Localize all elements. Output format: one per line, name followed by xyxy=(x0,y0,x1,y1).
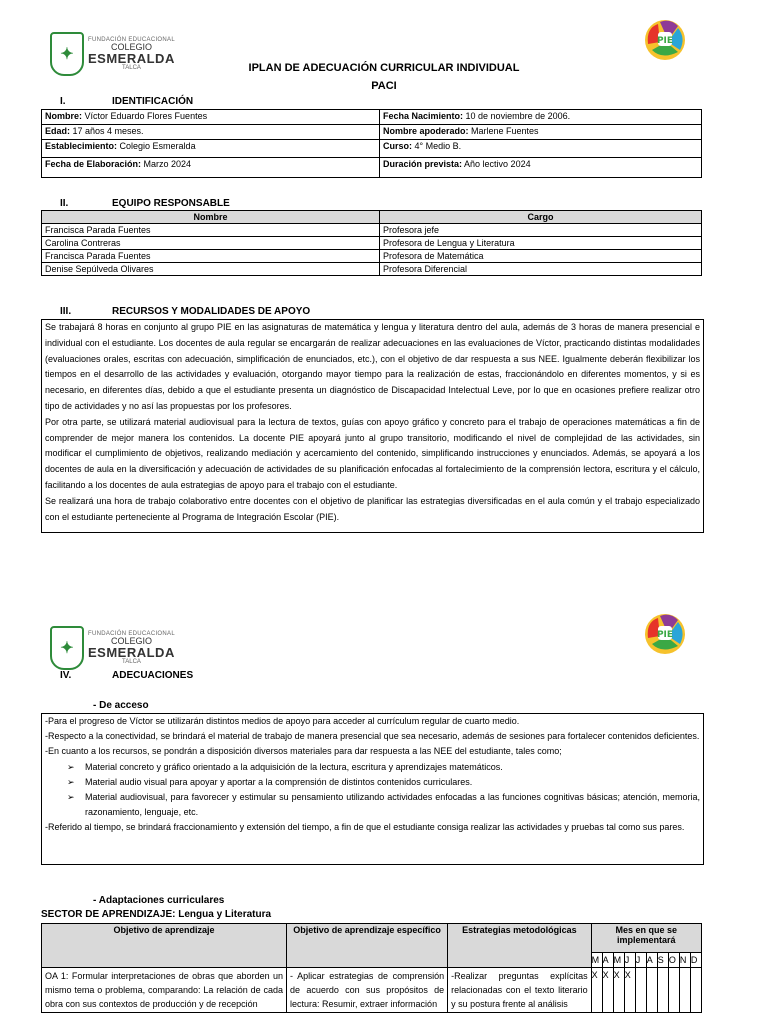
table-row: Nombre: Víctor Eduardo Flores Fuentes Fecha Nacimiento: 10 de noviembre de 2006. xyxy=(42,110,702,125)
table-row: Denise Sepúlveda Olivares Profesora Diferencial xyxy=(42,263,702,276)
recursos-text-box xyxy=(41,319,704,533)
list-item: ➢ Material concreto y gráfico orientado a la adquisición de la lectura, escritura y aprendizajes matemáticos. xyxy=(85,760,700,775)
de-acceso-heading: - De acceso xyxy=(93,700,149,711)
month-mark: X xyxy=(591,968,602,1013)
identification-table xyxy=(41,109,702,178)
pie-program-logo xyxy=(638,14,692,62)
document-title: IPLAN DE ADECUACIÓN CURRICULAR INDIVIDUAL xyxy=(248,62,520,74)
month-cell: M xyxy=(591,953,602,968)
column-header: Estrategias metodológicas xyxy=(448,924,591,968)
column-header: Objetivo de aprendizaje xyxy=(42,924,287,968)
adaptations-table xyxy=(41,923,702,1013)
school-shield-icon: ✦ xyxy=(50,626,84,670)
section-recursos-heading: III. RECURSOS Y MODALIDADES DE APOYO xyxy=(60,306,311,317)
month-mark xyxy=(635,968,646,1013)
acceso-text-box xyxy=(41,713,704,865)
adaptaciones-heading: - Adaptaciones curriculares xyxy=(93,895,225,906)
section-identificacion-heading: I. IDENTIFICACIÓN xyxy=(60,96,194,107)
paragraph: -Referido al tiempo, se brindará fraccionamiento y extensión del tiempo, a fin de que el estudiante consiga realizar las actividades y pruebas tal como sus pares. xyxy=(45,822,685,833)
paragraph: Se trabajará 8 horas en conjunto al grupo PIE en las asignaturas de matemática y lengua y literatura dentro del aula, además de 3 horas de manera presencial e individual con el estudiante. Los docentes de aula regular se encargarán de realizar adecuaciones en las evaluaciones de Víctor, practicando distintas modalidades (evaluaciones orales, escritas con adecuación, simplificación de enunciados, etc.), con el objetivo de dar respuesta a sus NEE. Igualmente deberán flexibilizar los tiempos en el desarrollo de las actividades y evaluación, otorgando mayor tiempo para la realización de estas, fraccionándolo en diferentes momentos, y si es necesario, en diferentes días, debido a que el estudiante presenta un diagnóstico de Discapacidad Intelectual Leve, por lo que en ocasiones prefiere realizar otro tipo de actividades y no así las propuestas por los profesores. xyxy=(45,322,700,411)
month-mark xyxy=(690,968,701,1013)
objective-cell: OA 1: Formular interpretaciones de obras que aborden un mismo tema o problema, comparando: La relación de cada obra con sus contextos de producción y de recepción xyxy=(42,968,287,1013)
column-header: Nombre xyxy=(42,211,380,224)
school-logo: ✦ FUNDACIÓN EDUCACIONAL COLEGIO ESMERALDA TALCA xyxy=(50,626,175,670)
month-cell: S xyxy=(657,953,668,968)
logo-line4: TALCA xyxy=(122,65,141,71)
column-header: Mes en que se implementará xyxy=(591,924,701,953)
month-mark xyxy=(668,968,679,1013)
month-mark xyxy=(657,968,668,1013)
paragraph: Se realizará una hora de trabajo colaborativo entre docentes con el objetivo de planificar las estrategias diversificadas en el aula común y el trabajo especializado con el estudiante perteneciente al Programa de Integración Escolar (PIE). xyxy=(45,495,700,522)
table-row: Francisca Parada Fuentes Profesora jefe xyxy=(42,224,702,237)
table-row xyxy=(42,968,702,1013)
table-header-row xyxy=(42,211,702,224)
column-header: Objetivo de aprendizaje específico xyxy=(287,924,448,968)
team-table xyxy=(41,210,702,276)
list-item: ➢ Material audiovisual, para favorecer y estimular su pensamiento utilizando actividades enfocadas a las funciones cognitivas básicas; atención, memoria, razonamiento, lenguaje, etc. xyxy=(85,790,700,820)
pie-program-logo xyxy=(638,608,692,656)
month-cell: J xyxy=(624,953,635,968)
table-row: Carolina Contreras Profesora de Lengua y Literatura xyxy=(42,237,702,250)
column-header: Cargo xyxy=(380,211,702,224)
svg-text:PIE: PIE xyxy=(656,630,674,640)
month-cell: A xyxy=(602,953,613,968)
month-cell: O xyxy=(668,953,679,968)
table-row: Francisca Parada Fuentes Profesora de Matemática xyxy=(42,250,702,263)
logo-line3: ESMERALDA xyxy=(88,51,175,66)
document-subtitle: PACI xyxy=(371,80,397,92)
strategy-cell: -Realizar preguntas explícitas relacionadas con el texto literario y su postura frente al análisis xyxy=(448,968,591,1013)
svg-text:PIE: PIE xyxy=(656,36,674,46)
table-row: Establecimiento: Colegio Esmeralda Curso: 4° Medio B. xyxy=(42,140,702,158)
paragraph: -Para el progreso de Víctor se utilizarán distintos medios de apoyo para acceder al currículum regular de cuarto medio. xyxy=(45,716,520,726)
logo-line2: COLEGIO xyxy=(110,42,152,52)
table-row: Fecha de Elaboración: Marzo 2024 Duración prevista: Año lectivo 2024 xyxy=(42,158,702,178)
month-mark xyxy=(646,968,657,1013)
paragraph: -Respecto a la conectividad, se brindará el material de trabajo de manera presencial que sea necesario, además de sesiones para fortalecer contenidos deficientes. xyxy=(45,731,700,742)
table-row: Edad: 17 años 4 meses. Nombre apoderado: Marlene Fuentes xyxy=(42,125,702,140)
month-mark: X xyxy=(613,968,624,1013)
section-adecuaciones-heading: IV. ADECUACIONES xyxy=(60,670,194,681)
month-mark: X xyxy=(624,968,635,1013)
logo-line1: FUNDACIÓN EDUCACIONAL xyxy=(88,37,175,43)
month-mark: X xyxy=(602,968,613,1013)
month-cell: A xyxy=(646,953,657,968)
month-cell: M xyxy=(613,953,624,968)
specific-objective-cell: - Aplicar estrategias de comprensión de acuerdo con sus propósitos de lectura: Resumir, extraer información xyxy=(287,968,448,1013)
paragraph: Por otra parte, se utilizará material audiovisual para la lectura de textos, guías con apoyo gráfico y concreto para el trabajo de operaciones matemáticas a fin de comprender de mejor manera los contenidos. La docente PIE apoyará junto al grupo transitorio, modificando el nivel de complejidad de las actividades, sin modificar el cumplimiento de objetivos, realizando mediación y acercamiento del contenido, simplificando instrucciones y enunciados. Además, se apoyará a los docentes de aula en la diversificación y adecuación de actividades de su planificación enfocadas al fortalecimiento de la comprensión lectora, escritura y el cálculo, facilitando a los docentes de aula estrategias de apoyo para el trabajo con el estudiante. xyxy=(45,416,700,490)
school-shield-icon: ✦ xyxy=(50,32,84,76)
paragraph: -En cuanto a los recursos, se pondrán a disposición diversos materiales para dar respuesta a las NEE del estudiante, tales como; xyxy=(45,746,562,757)
month-cell: D xyxy=(690,953,701,968)
month-mark xyxy=(679,968,690,1013)
sector-heading: SECTOR DE APRENDIZAJE: Lengua y Literatura xyxy=(41,909,272,920)
section-equipo-heading: II. EQUIPO RESPONSABLE xyxy=(60,198,230,209)
materials-list xyxy=(45,760,700,821)
list-item: ➢ Material audio visual para apoyar y aportar a la comprensión de distintos contenidos curriculares. xyxy=(85,775,700,790)
month-cell: N xyxy=(679,953,690,968)
month-cell: J xyxy=(635,953,646,968)
table-header-row xyxy=(42,924,702,953)
